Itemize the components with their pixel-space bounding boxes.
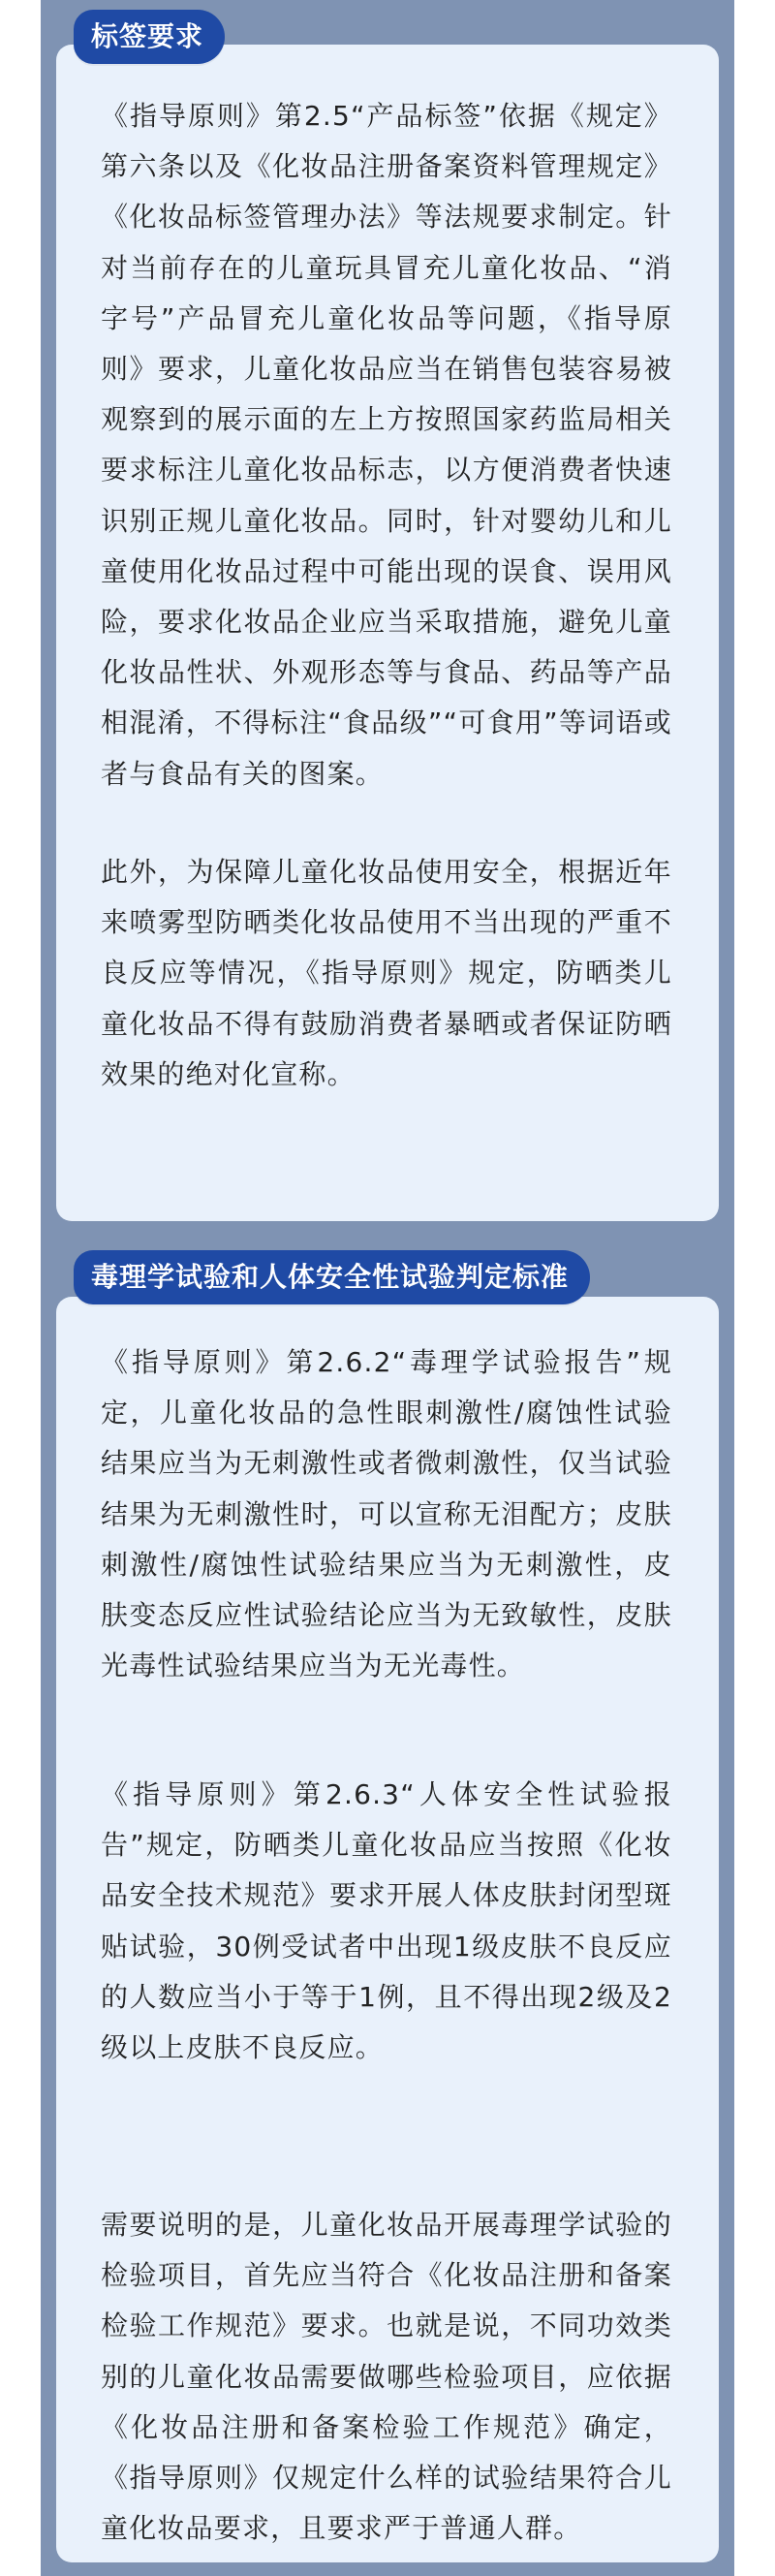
paragraph-text: 《指导原则》第2.6.3“人体安全性试验报告”规定，防晒类儿童化妆品应当按照《化妆品安全技术规范》要求开展人体皮肤封闭型斑贴试验，30例受试者中出现1级皮肤不良反应的人数应当小于等于1例，且不得出现2级及2级以上皮肤不良反应。 bbox=[101, 1778, 672, 2064]
paragraph-text: 《指导原则》第2.6.2“毒理学试验报告”规定，儿童化妆品的急性眼刺激性/腐蚀性试验结果应当为无刺激性或者微刺激性，仅当试验结果为无刺激性时，可以宣称无泪配方；皮肤刺激性/腐蚀性试验结果应当为无刺激性，皮肤变态反应性试验结论应当为无致敏性，皮肤光毒性试验结果应当为无光毒性。 bbox=[101, 1346, 672, 1682]
section-title-label-requirements: 标签要求 bbox=[74, 10, 225, 64]
section-2-paragraph-1 bbox=[101, 1337, 672, 1691]
paragraph-text: 需要说明的是，儿童化妆品开展毒理学试验的检验项目，首先应当符合《化妆品注册和备案检验工作规范》要求。也就是说，不同功效类别的儿童化妆品需要做哪些检验项目，应依据《化妆品注册和备案检验工作规范》确定，《指导原则》仅规定什么样的试验结果符合儿童化妆品要求，且要求严于普通人群。 bbox=[101, 2209, 672, 2545]
section-title-toxicology-standards: 毒理学试验和人体安全性试验判定标准 bbox=[74, 1250, 590, 1304]
paragraph-text: 此外，为保障儿童化妆品使用安全，根据近年来喷雾型防晒类化妆品使用不当出现的严重不良反应等情况，《指导原则》规定，防晒类儿童化妆品不得有鼓励消费者暴晒或者保证防晒效果的绝对化宣称。 bbox=[101, 856, 672, 1090]
section-2-paragraph-2 bbox=[101, 1770, 672, 2073]
section-1-paragraph-1 bbox=[101, 91, 672, 800]
paragraph-text: 《指导原则》第2.5“产品标签”依据《规定》第六条以及《化妆品注册备案资料管理规定》《化妆品标签管理办法》等法规要求制定。针对当前存在的儿童玩具冒充儿童化妆品、“消字号”产品冒充儿童化妆品等问题，《指导原则》要求，儿童化妆品应当在销售包装容易被观察到的展示面的左上方按照国家药监局相关要求标注儿童化妆品标志，以方便消费者快速识别正规儿童化妆品。同时，针对婴幼儿和儿童使用化妆品过程中可能出现的误食、误用风险，要求化妆品企业应当采取措施，避免儿童化妆品性状、外观形态等与食品、药品等产品相混淆，不得标注“食品级”“可食用”等词语或者与食品有关的图案。 bbox=[101, 100, 672, 790]
section-1-paragraph-2 bbox=[101, 847, 672, 1100]
section-2-paragraph-3 bbox=[101, 2200, 672, 2554]
